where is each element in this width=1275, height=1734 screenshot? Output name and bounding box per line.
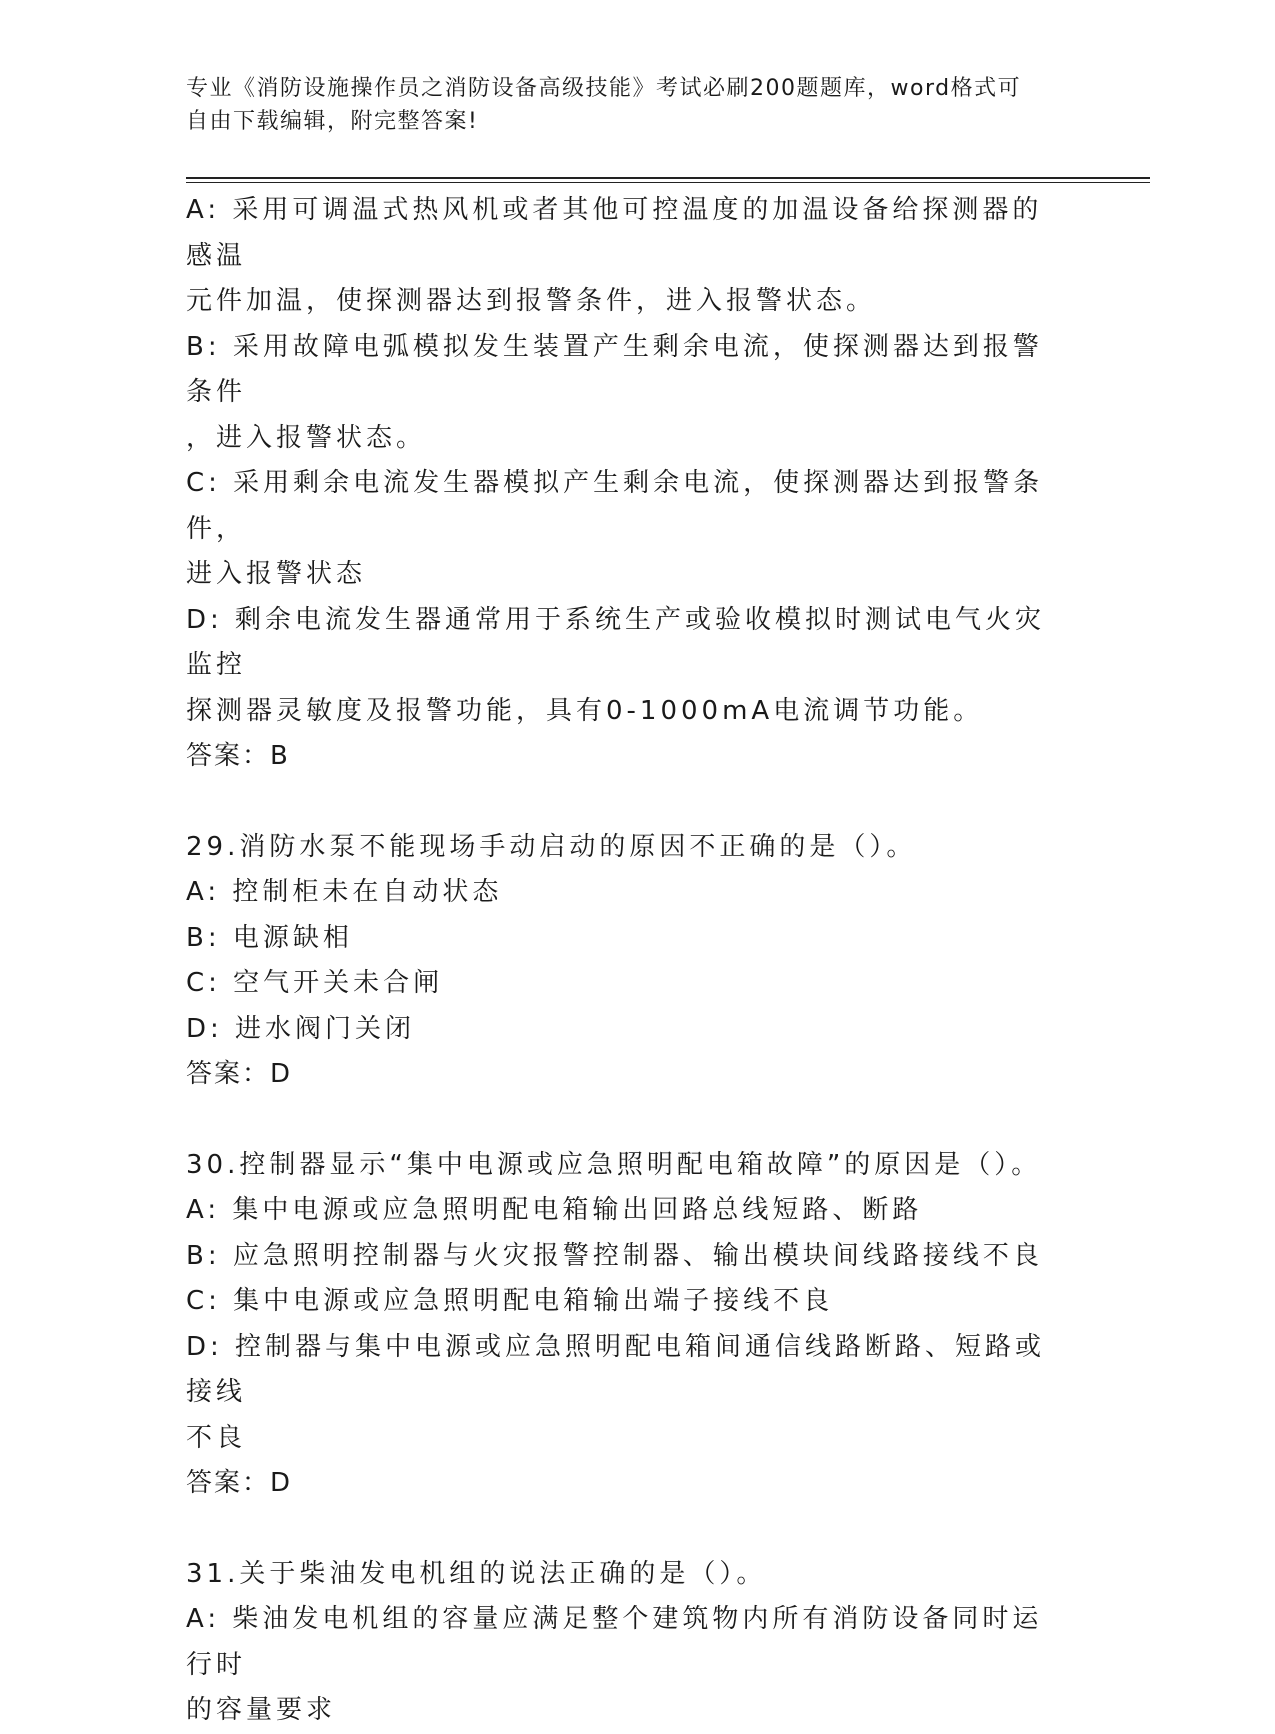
q29-answer: 答案：D <box>186 1059 293 1089</box>
q30-option-b: B: 应急照明控制器与火灾报警控制器、输出模块间线路接线不良 <box>186 1240 1043 1271</box>
q28-option-a-line-2: 元件加温，使探测器达到报警条件，进入报警状态。 <box>186 286 877 316</box>
q30-option-a: A: 集中电源或应急照明配电箱输出回路总线短路、断路 <box>186 1195 923 1225</box>
q28-option-c-line-2: 进入报警状态 <box>186 559 367 589</box>
q28-option-d-line-2: 探测器灵敏度及报警功能，具有0-1000mA电流调节功能。 <box>186 695 984 726</box>
q30-option-d-line-2: 不良 <box>186 1422 247 1453</box>
q29-option-d: D: 进水阀门关闭 <box>186 1013 416 1044</box>
spacer <box>186 780 1066 825</box>
q29-option-a: A: 控制柜未在自动状态 <box>186 877 503 907</box>
spacer <box>186 1507 1066 1552</box>
q29-option-c: C: 空气开关未合闸 <box>186 968 444 998</box>
header-line-1: 专业《消防设施操作员之消防设备高级技能》考试必刷200题题库，word格式可 <box>186 76 1022 101</box>
spacer <box>186 1098 1066 1143</box>
document-header <box>186 72 1066 138</box>
document-body <box>186 188 1066 1734</box>
header-rule-thick <box>186 177 1150 179</box>
question-28-block <box>186 188 1066 780</box>
q30-option-c: C: 集中电源或应急照明配电箱输出端子接线不良 <box>186 1286 834 1316</box>
q28-option-b-line-1: B: 采用故障电弧模拟发生装置产生剩余电流，使探测器达到报警条件 <box>186 331 1043 407</box>
q28-option-d-line-1: D: 剩余电流发生器通常用于系统生产或验收模拟时测试电气火灾监控 <box>186 604 1046 680</box>
q28-option-b-line-2: ，进入报警状态。 <box>186 422 427 453</box>
question-31-block <box>186 1552 1066 1734</box>
header-line-2: 自由下载编辑，附完整答案! <box>186 109 479 134</box>
q31-question: 31.关于柴油发电机组的说法正确的是（）。 <box>186 1558 767 1589</box>
question-30-block <box>186 1143 1066 1507</box>
q30-question: 30.控制器显示“集中电源或应急照明配电箱故障”的原因是（）。 <box>186 1149 1042 1180</box>
header-rule-thin <box>186 182 1150 183</box>
q28-answer: 答案：B <box>186 741 290 771</box>
q28-option-a-line-1: A: 采用可调温式热风机或者其他可控温度的加温设备给探测器的感温 <box>186 195 1043 271</box>
q31-option-a-line-2: 的容量要求 <box>186 1695 337 1725</box>
q29-question: 29.消防水泵不能现场手动启动的原因不正确的是（）。 <box>186 831 917 862</box>
q28-option-c-line-1: C: 采用剩余电流发生器模拟产生剩余电流，使探测器达到报警条件， <box>186 468 1044 544</box>
q29-option-b: B: 电源缺相 <box>186 922 353 953</box>
question-29-block <box>186 825 1066 1098</box>
q31-option-a-line-1: A: 柴油发电机组的容量应满足整个建筑物内所有消防设备同时运行时 <box>186 1604 1043 1680</box>
q30-answer: 答案：D <box>186 1468 293 1498</box>
q30-option-d-line-1: D: 控制器与集中电源或应急照明配电箱间通信线路断路、短路或接线 <box>186 1331 1046 1407</box>
